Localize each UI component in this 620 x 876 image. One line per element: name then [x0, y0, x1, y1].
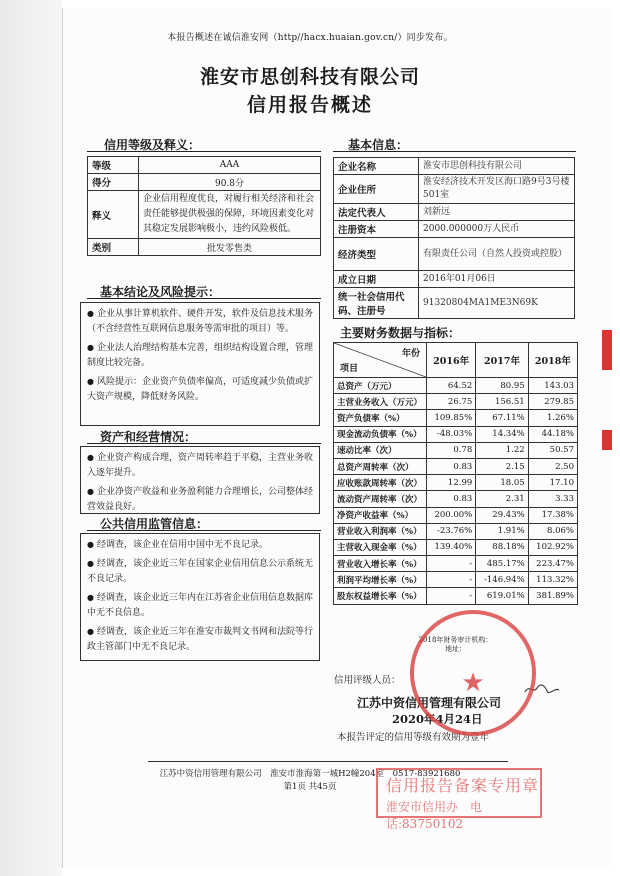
- info-value: 2016年01月06日: [419, 271, 575, 288]
- metric-value: 0.83: [427, 458, 476, 474]
- metric-name: 利润平均增长率（%）: [334, 572, 427, 588]
- table-row: [88, 191, 321, 239]
- divider: [87, 151, 321, 152]
- finance-footnote-address: 地址：: [445, 645, 466, 653]
- supervision-text: 经调查，该企业近三年在国家企业信用信息公示系统无不良记录。: [87, 559, 313, 584]
- table-row: [334, 556, 578, 572]
- list-item: ● 企业法人治理结构基本完善，组织结构设置合理，管理制度比较完备。: [87, 343, 313, 368]
- supervision-text: 经调查，该企业在信用中国中无不良记录。: [96, 540, 268, 550]
- footer-contact: 江苏中资信用管理有限公司 淮安市淮海第一城H2幢204室 0517-83921680: [159, 769, 461, 779]
- filing-stamp-phone: 淮安市信用办 电话:83750102: [386, 800, 483, 831]
- issue-date: 2020年4月24日: [392, 712, 483, 726]
- metric-value: 29.43%: [476, 507, 528, 523]
- metric-name: 净资产收益率（%）: [334, 507, 427, 523]
- filing-stamp-title: 信用报告备案专用章: [386, 776, 540, 795]
- info-value: 91320804MA1ME3N69K: [419, 288, 575, 319]
- info-key: 成立日期: [334, 271, 419, 288]
- metric-value: 156.51: [476, 394, 528, 410]
- validity-note: 本报告评定的信用等级有效期为壹年: [337, 732, 490, 743]
- filing-stamp: [376, 768, 542, 831]
- list-item: ● 经调查，该企业近三年内在江苏省企业信用信息数据库中无不良信息。: [87, 593, 313, 618]
- table-row: [88, 239, 321, 256]
- list-item: ● 经调查，该企业近三年在淮安市裁判文书网和法院等行政主管部门中无不良记录。: [87, 627, 313, 652]
- metric-value: -: [427, 572, 476, 588]
- operation-box: [80, 446, 320, 514]
- info-value: 淮安经济技术开发区海口路9号3号楼501室: [419, 175, 575, 204]
- conclusion-text: 企业法人治理结构基本完善，组织结构设置合理，管理制度比较完备。: [87, 343, 313, 368]
- metric-value: 80.95: [476, 378, 528, 394]
- metric-value: 223.47%: [528, 556, 577, 572]
- info-key: 企业名称: [334, 158, 419, 175]
- supervision-text: 经调查，该企业近三年在淮安市裁判文书网和法院等行政主管部门中无不良记录。: [87, 627, 313, 652]
- edge-stamp-mark: [602, 330, 612, 370]
- year-header: 2017年: [476, 343, 528, 378]
- info-value: 刘新远: [419, 204, 575, 221]
- table-row: [88, 157, 321, 174]
- conclusion-text: 风险提示：企业资产负债率偏高，可适度减少负债或扩大资产规模，降低财务风险。: [87, 377, 313, 402]
- table-row: [88, 174, 321, 191]
- metric-value: 2.31: [476, 491, 528, 507]
- metric-value: 0.83: [427, 491, 476, 507]
- credit-grade: AAA: [139, 157, 321, 174]
- conclusion-heading: 基本结论及风险提示：: [100, 285, 221, 299]
- credit-key: 得分: [88, 174, 139, 191]
- metric-value: 17.38%: [528, 507, 577, 523]
- divider: [87, 443, 321, 444]
- table-row: [334, 204, 575, 221]
- header-corner: [334, 343, 427, 378]
- metric-value: 109.85%: [427, 410, 476, 426]
- footer-divider: [148, 761, 508, 762]
- company-seal: [410, 610, 536, 736]
- metric-value: 1.26%: [528, 410, 577, 426]
- metric-value: 485.17%: [476, 556, 528, 572]
- table-row: [334, 539, 578, 555]
- list-item: ● 经调查，该企业近三年在国家企业信用信息公示系统无不良记录。: [87, 559, 313, 584]
- metric-value: 17.10: [528, 475, 577, 491]
- metric-value: 0.78: [427, 442, 476, 458]
- table-row: [334, 523, 578, 539]
- credit-key: 等级: [88, 157, 139, 174]
- table-row: [334, 378, 578, 394]
- publish-note: 本报告概述在诚信淮安网（http//hacx.huaian.gov.cn/）同步发布。: [167, 33, 453, 43]
- metric-value: 113.32%: [528, 572, 577, 588]
- metric-name: 现金流动负债率（%）: [334, 426, 427, 442]
- info-key: 经济类型: [334, 238, 419, 271]
- year-header: 2016年: [427, 343, 476, 378]
- header-year-label: 年份: [401, 349, 420, 359]
- metric-name: 流动资产周转率（次）: [334, 491, 427, 507]
- operation-text: 企业资产构成合理，资产周转率趋于平稳，主营业务收入逐年提升。: [87, 453, 313, 478]
- divider: [87, 298, 321, 299]
- metric-name: 总资产（万元）: [334, 378, 427, 394]
- metric-name: 主营业务收入（万元）: [334, 394, 427, 410]
- table-row: [334, 507, 578, 523]
- metric-value: 381.89%: [528, 588, 577, 604]
- metric-name: 股东权益增长率（%）: [334, 588, 427, 604]
- finance-footnote-auditor: 2018年财务审计机构：: [418, 636, 493, 644]
- metric-value: 18.05: [476, 475, 528, 491]
- conclusion-box: [80, 302, 320, 426]
- issuer-name: 江苏中资信用管理有限公司: [357, 696, 502, 710]
- header-item-label: 项目: [340, 364, 359, 374]
- supervision-box: [80, 533, 320, 661]
- metric-value: 1.91%: [476, 523, 528, 539]
- metric-value: -146.94%: [476, 572, 528, 588]
- supervision-heading: 公共信用监管信息：: [100, 517, 209, 531]
- edge-stamp-mark: [602, 430, 612, 450]
- info-key: 法定代表人: [334, 204, 419, 221]
- credit-key: 释义: [88, 191, 139, 239]
- metric-value: 67.11%: [476, 410, 528, 426]
- metric-value: 2.50: [528, 458, 577, 474]
- metric-value: 50.57: [528, 442, 577, 458]
- company-title: 淮安市思创科技有限公司: [199, 66, 420, 88]
- metric-value: 200.00%: [427, 507, 476, 523]
- metric-name: 速动比率（次）: [334, 442, 427, 458]
- metric-value: 8.06%: [528, 523, 577, 539]
- metric-value: -48.03%: [427, 426, 476, 442]
- scan-edge: [0, 0, 62, 876]
- list-item: ● 企业资产构成合理，资产周转率趋于平稳，主营业务收入逐年提升。: [87, 453, 313, 478]
- metric-value: 88.18%: [476, 539, 528, 555]
- credit-category: 批发零售类: [139, 239, 321, 256]
- page-number: 第1页 共45页: [283, 782, 337, 792]
- basic-heading: 基本信息：: [348, 138, 409, 152]
- credit-table: [87, 156, 321, 256]
- metric-value: 64.52: [427, 378, 476, 394]
- metric-value: 619.01%: [476, 588, 528, 604]
- credit-description: 企业信用程度优良，对履行相关经济和社会责任能够提供极强的保障，环境因素变化对其稳定发展影响极小，违约风险极低。: [139, 191, 321, 239]
- finance-table: [333, 342, 578, 605]
- year-header: 2018年: [528, 343, 577, 378]
- metric-value: 44.18%: [528, 426, 577, 442]
- table-row: [334, 572, 578, 588]
- seal-star-icon: ★: [461, 668, 485, 698]
- metric-value: 14.34%: [476, 426, 528, 442]
- table-row: [334, 426, 578, 442]
- metric-value: 12.99: [427, 475, 476, 491]
- report-title: 信用报告概述: [246, 94, 373, 116]
- divider: [87, 530, 321, 531]
- metric-name: 主营收入现金率（%）: [334, 539, 427, 555]
- table-row: [334, 271, 575, 288]
- table-row: [334, 442, 578, 458]
- metric-name: 资产负债率（%）: [334, 410, 427, 426]
- metric-name: 营业收入增长率（%）: [334, 556, 427, 572]
- table-row: [334, 288, 575, 319]
- metric-name: 应收账款周转率（次）: [334, 475, 427, 491]
- table-row: [334, 491, 578, 507]
- credit-key: 类别: [88, 239, 139, 256]
- conclusion-text: 企业从事计算机软件、硬件开发，软件及信息技术服务（不含经营性互联网信息服务等需审批的项目）等。: [87, 309, 313, 334]
- metric-value: 2.15: [476, 458, 528, 474]
- credit-heading: 信用等级及释义：: [104, 138, 201, 152]
- list-item: ● 风险提示：企业资产负债率偏高，可适度减少负债或扩大资产规模，降低财务风险。: [87, 377, 313, 402]
- divider: [333, 151, 576, 152]
- metric-value: 3.33: [528, 491, 577, 507]
- info-key: 注册资本: [334, 221, 419, 238]
- operation-heading: 资产和经营情况：: [100, 430, 197, 444]
- metric-value: -: [427, 556, 476, 572]
- table-header-row: [334, 343, 578, 378]
- table-row: [334, 158, 575, 175]
- info-key: 统一社会信用代码、注册号: [334, 288, 419, 319]
- metric-value: 1.22: [476, 442, 528, 458]
- rater-label: 信用评级人员：: [334, 675, 401, 686]
- metric-name: 营业收入利润率（%）: [334, 523, 427, 539]
- metric-value: 143.03: [528, 378, 577, 394]
- list-item: ● 企业净资产收益和业务盈利能力合理增长，公司整体经营效益良好。: [87, 487, 313, 512]
- info-value: 2000.000000万人民币: [419, 221, 575, 238]
- table-row: [334, 588, 578, 604]
- table-row: [334, 475, 578, 491]
- metric-value: 26.75: [427, 394, 476, 410]
- table-row: [334, 394, 578, 410]
- table-row: [334, 238, 575, 271]
- table-row: [334, 458, 578, 474]
- list-item: ● 经调查，该企业在信用中国中无不良记录。: [87, 540, 268, 550]
- supervision-text: 经调查，该企业近三年内在江苏省企业信用信息数据库中无不良信息。: [87, 593, 313, 618]
- credit-score: 90.8分: [139, 174, 321, 191]
- basic-info-table: [333, 157, 575, 319]
- metric-value: 102.92%: [528, 539, 577, 555]
- table-row: [334, 410, 578, 426]
- metric-value: 139.40%: [427, 539, 476, 555]
- finance-heading: 主要财务数据与指标：: [340, 326, 461, 340]
- metric-value: -: [427, 588, 476, 604]
- table-row: [334, 175, 575, 204]
- info-value: 淮安市思创科技有限公司: [419, 158, 575, 175]
- list-item: ● 企业从事计算机软件、硬件开发，软件及信息技术服务（不含经营性互联网信息服务等需审批的项目）等。: [87, 309, 313, 334]
- finance-body: [334, 378, 578, 605]
- operation-text: 企业净资产收益和业务盈利能力合理增长，公司整体经营效益良好。: [87, 487, 313, 512]
- info-value: 有限责任公司（自然人投资或控股）: [419, 238, 575, 271]
- metric-value: 279.85: [528, 394, 577, 410]
- info-key: 企业住所: [334, 175, 419, 204]
- metric-name: 总资产周转率（次）: [334, 458, 427, 474]
- metric-value: -23.76%: [427, 523, 476, 539]
- table-row: [334, 221, 575, 238]
